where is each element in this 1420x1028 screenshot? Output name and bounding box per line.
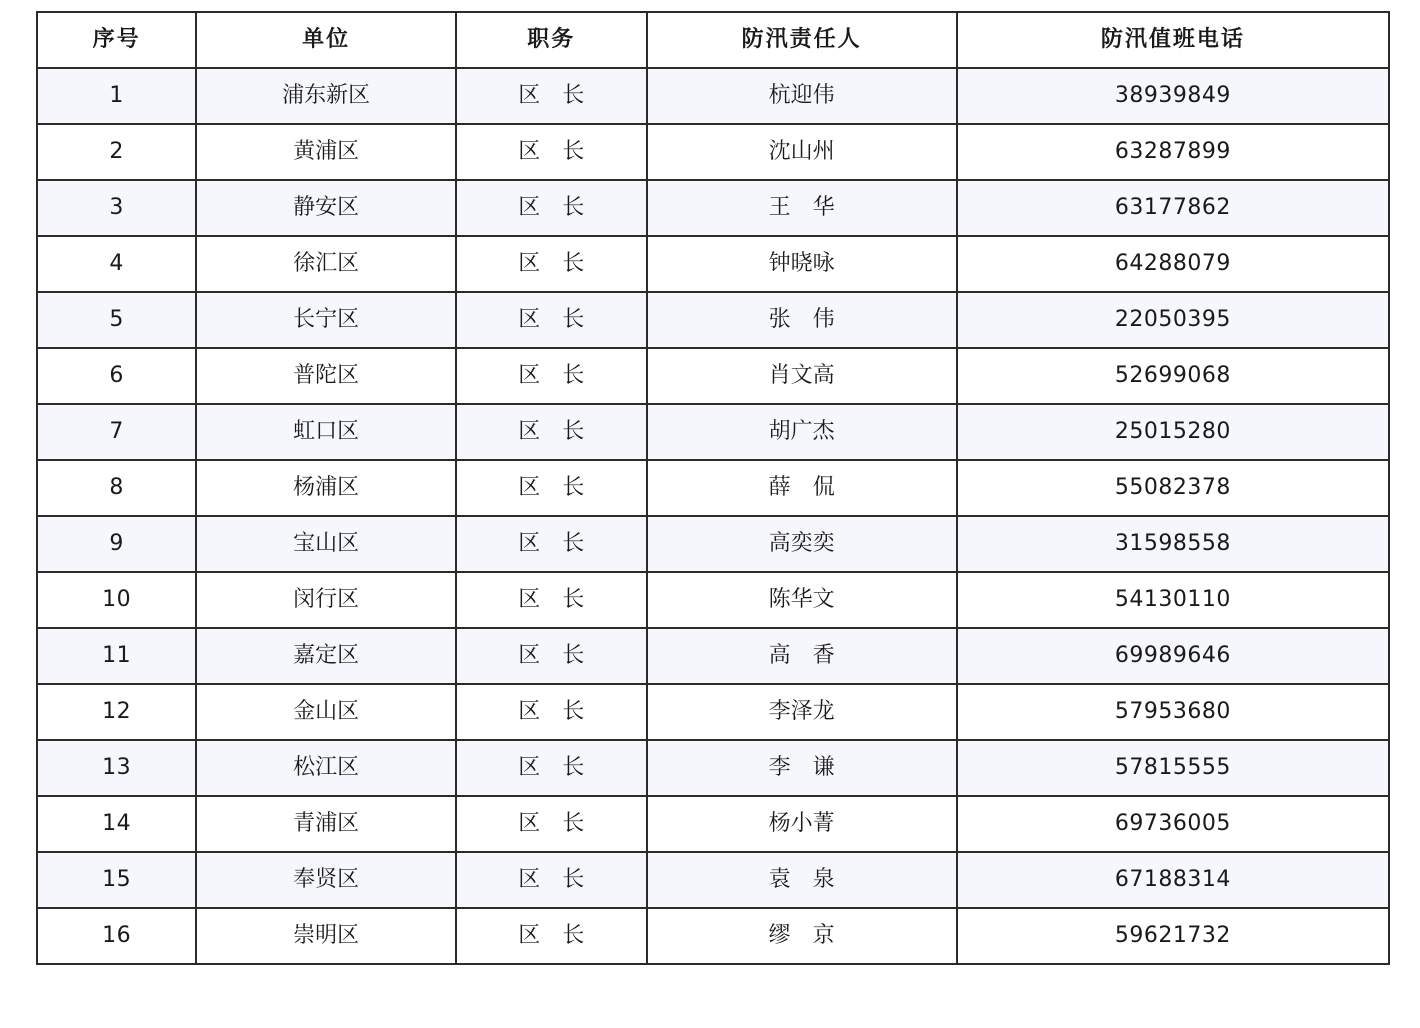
cell-person: 李 谦 bbox=[647, 740, 957, 796]
cell-person: 杨小菁 bbox=[647, 796, 957, 852]
table-row bbox=[37, 460, 1389, 516]
table-row bbox=[37, 516, 1389, 572]
cell-index: 6 bbox=[37, 348, 196, 404]
cell-phone: 57953680 bbox=[957, 684, 1389, 740]
cell-unit: 徐汇区 bbox=[196, 236, 456, 292]
cell-index: 13 bbox=[37, 740, 196, 796]
cell-title: 区 长 bbox=[456, 236, 646, 292]
cell-index: 8 bbox=[37, 460, 196, 516]
header-row bbox=[37, 12, 1389, 68]
cell-person: 王 华 bbox=[647, 180, 957, 236]
cell-title: 区 长 bbox=[456, 124, 646, 180]
cell-person: 高奕奕 bbox=[647, 516, 957, 572]
cell-index: 11 bbox=[37, 628, 196, 684]
cell-index: 2 bbox=[37, 124, 196, 180]
header-unit: 单位 bbox=[196, 12, 456, 68]
cell-title: 区 长 bbox=[456, 740, 646, 796]
cell-unit: 浦东新区 bbox=[196, 68, 456, 124]
cell-phone: 67188314 bbox=[957, 852, 1389, 908]
cell-index: 10 bbox=[37, 572, 196, 628]
cell-index: 16 bbox=[37, 908, 196, 964]
cell-title: 区 长 bbox=[456, 572, 646, 628]
cell-unit: 嘉定区 bbox=[196, 628, 456, 684]
cell-title: 区 长 bbox=[456, 68, 646, 124]
table-body bbox=[37, 68, 1389, 964]
table-header bbox=[37, 12, 1389, 68]
table-row bbox=[37, 292, 1389, 348]
cell-phone: 38939849 bbox=[957, 68, 1389, 124]
cell-person: 袁 泉 bbox=[647, 852, 957, 908]
cell-phone: 54130110 bbox=[957, 572, 1389, 628]
cell-person: 钟晓咏 bbox=[647, 236, 957, 292]
cell-phone: 59621732 bbox=[957, 908, 1389, 964]
cell-unit: 静安区 bbox=[196, 180, 456, 236]
table-row bbox=[37, 348, 1389, 404]
cell-person: 高 香 bbox=[647, 628, 957, 684]
cell-title: 区 长 bbox=[456, 684, 646, 740]
table-row bbox=[37, 124, 1389, 180]
cell-person: 杭迎伟 bbox=[647, 68, 957, 124]
cell-phone: 69989646 bbox=[957, 628, 1389, 684]
table-row bbox=[37, 68, 1389, 124]
cell-title: 区 长 bbox=[456, 348, 646, 404]
cell-person: 肖文高 bbox=[647, 348, 957, 404]
cell-title: 区 长 bbox=[456, 516, 646, 572]
cell-title: 区 长 bbox=[456, 628, 646, 684]
cell-phone: 52699068 bbox=[957, 348, 1389, 404]
cell-index: 4 bbox=[37, 236, 196, 292]
cell-index: 1 bbox=[37, 68, 196, 124]
cell-unit: 松江区 bbox=[196, 740, 456, 796]
cell-index: 5 bbox=[37, 292, 196, 348]
cell-unit: 杨浦区 bbox=[196, 460, 456, 516]
cell-unit: 普陀区 bbox=[196, 348, 456, 404]
cell-person: 缪 京 bbox=[647, 908, 957, 964]
header-phone: 防汛值班电话 bbox=[957, 12, 1389, 68]
cell-unit: 宝山区 bbox=[196, 516, 456, 572]
cell-person: 薛 侃 bbox=[647, 460, 957, 516]
cell-index: 3 bbox=[37, 180, 196, 236]
cell-unit: 闵行区 bbox=[196, 572, 456, 628]
header-index: 序号 bbox=[37, 12, 196, 68]
table-row bbox=[37, 852, 1389, 908]
cell-unit: 金山区 bbox=[196, 684, 456, 740]
cell-unit: 青浦区 bbox=[196, 796, 456, 852]
cell-phone: 64288079 bbox=[957, 236, 1389, 292]
cell-index: 9 bbox=[37, 516, 196, 572]
table-row bbox=[37, 572, 1389, 628]
cell-unit: 崇明区 bbox=[196, 908, 456, 964]
cell-person: 李泽龙 bbox=[647, 684, 957, 740]
table-row bbox=[37, 180, 1389, 236]
table-row bbox=[37, 628, 1389, 684]
cell-person: 陈华文 bbox=[647, 572, 957, 628]
cell-title: 区 长 bbox=[456, 796, 646, 852]
cell-phone: 22050395 bbox=[957, 292, 1389, 348]
cell-index: 7 bbox=[37, 404, 196, 460]
cell-phone: 57815555 bbox=[957, 740, 1389, 796]
cell-unit: 长宁区 bbox=[196, 292, 456, 348]
cell-person: 沈山州 bbox=[647, 124, 957, 180]
flood-duty-table bbox=[36, 11, 1390, 965]
cell-title: 区 长 bbox=[456, 908, 646, 964]
cell-unit: 黄浦区 bbox=[196, 124, 456, 180]
header-person: 防汛责任人 bbox=[647, 12, 957, 68]
cell-title: 区 长 bbox=[456, 404, 646, 460]
cell-phone: 55082378 bbox=[957, 460, 1389, 516]
cell-title: 区 长 bbox=[456, 292, 646, 348]
cell-unit: 奉贤区 bbox=[196, 852, 456, 908]
cell-phone: 25015280 bbox=[957, 404, 1389, 460]
table-row bbox=[37, 796, 1389, 852]
cell-phone: 63287899 bbox=[957, 124, 1389, 180]
cell-index: 14 bbox=[37, 796, 196, 852]
table-row bbox=[37, 684, 1389, 740]
cell-index: 15 bbox=[37, 852, 196, 908]
table-row bbox=[37, 236, 1389, 292]
cell-phone: 31598558 bbox=[957, 516, 1389, 572]
header-title: 职务 bbox=[456, 12, 646, 68]
cell-phone: 63177862 bbox=[957, 180, 1389, 236]
cell-phone: 69736005 bbox=[957, 796, 1389, 852]
cell-title: 区 长 bbox=[456, 852, 646, 908]
cell-index: 12 bbox=[37, 684, 196, 740]
table-row bbox=[37, 740, 1389, 796]
cell-person: 张 伟 bbox=[647, 292, 957, 348]
cell-person: 胡广杰 bbox=[647, 404, 957, 460]
cell-title: 区 长 bbox=[456, 460, 646, 516]
table-row bbox=[37, 908, 1389, 964]
table-row bbox=[37, 404, 1389, 460]
cell-title: 区 长 bbox=[456, 180, 646, 236]
cell-unit: 虹口区 bbox=[196, 404, 456, 460]
